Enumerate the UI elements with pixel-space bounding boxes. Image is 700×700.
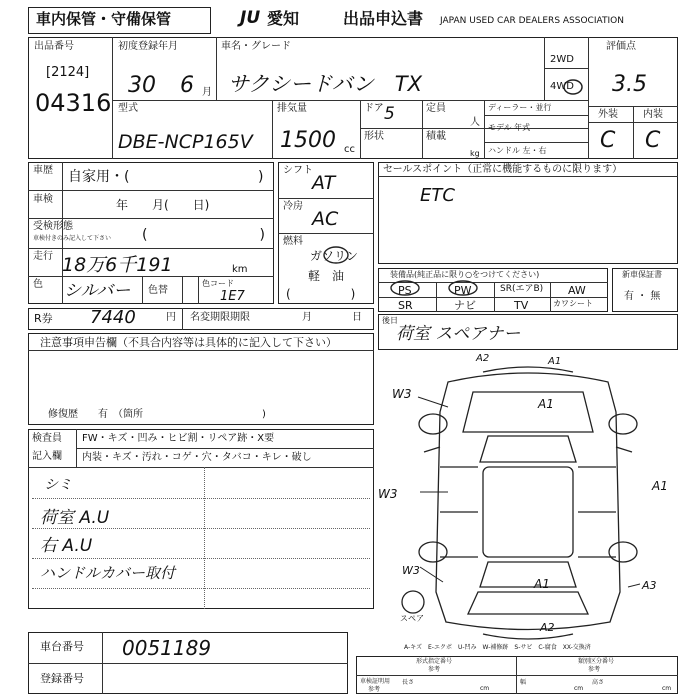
displacement-value: 1500 — [280, 128, 336, 153]
receive-parens: ( ) — [142, 227, 265, 243]
sales-point-block — [378, 162, 678, 264]
color-value: シルバー — [64, 281, 131, 301]
type-label: 型式 — [118, 103, 138, 114]
vehicle-cert-ref: 参考 — [368, 686, 381, 693]
shape-label: 形状 — [364, 131, 384, 142]
lot-no-label: 出品番号 — [34, 41, 74, 52]
equip-pw: PW — [454, 284, 472, 297]
history-value: 自家用・( — [68, 169, 130, 185]
length-label: 長さ — [402, 679, 415, 686]
fuel-light: 軽 油 — [308, 269, 345, 283]
mileage-label: 走行 — [33, 251, 53, 262]
receive-label: 受検形態 — [33, 221, 73, 232]
name-change-label: 名変期限期限 — [190, 312, 250, 323]
inspector-label: 検査員 — [32, 433, 62, 444]
diagram-w3-side: W3 — [378, 487, 398, 501]
model-year-label: モデル 年式 — [488, 123, 531, 132]
recycle-value: 7440 — [90, 307, 136, 328]
equip-navi: ナビ — [454, 299, 476, 312]
exterior-label: 外装 — [598, 109, 618, 120]
equip-airbag: SR(エアB) — [500, 284, 544, 294]
equipment-label: 装備品(純正品に限り○をつけてください) — [390, 270, 540, 279]
diagram-a3: A3 — [642, 579, 657, 592]
interior-label: 内装 — [643, 109, 663, 120]
history-label: 車歴 — [33, 165, 53, 176]
diagram-a2-top: A2 — [476, 353, 490, 364]
width-label: 幅 — [520, 679, 527, 686]
ju-logo: JU — [240, 8, 261, 28]
rear-value: 荷室 スペアナー — [396, 324, 521, 344]
car-damage-diagram — [378, 352, 678, 652]
cc-unit: cc — [344, 144, 355, 155]
region-title: 愛知 — [267, 9, 300, 28]
load-label: 積載 — [426, 131, 446, 142]
equip-tv: TV — [514, 299, 529, 312]
mileage-value: 18万6千191 — [62, 254, 173, 276]
class-no-ref: 参考 — [588, 666, 601, 673]
person-unit: 人 — [470, 117, 480, 128]
warranty-label: 新車保証書 — [622, 270, 662, 279]
month-unit: 月 — [202, 87, 212, 98]
recycle-label: R券 — [34, 312, 53, 325]
fuel-parens: ( ) — [286, 287, 356, 301]
interior-defects: 内装・キズ・汚れ・コゲ・穴・タバコ・キレ・破し — [82, 452, 312, 463]
model-name: サクシードバン TX — [228, 72, 422, 96]
shift-value: AT — [312, 172, 336, 194]
exterior-grade: C — [600, 128, 616, 153]
note-line-4: ハンドルカバー取付 — [40, 564, 176, 582]
diagram-a2-bot: A2 — [540, 621, 555, 634]
receive-note: 車検付きのみ記入して下さい — [33, 235, 112, 242]
exterior-defects: FW・キズ・凹み・ヒビ割・リペア跡・X要 — [82, 433, 275, 444]
chassis-label: 車台番号 — [40, 640, 84, 653]
storage-text: 車内保管・守備保管 — [36, 10, 172, 28]
equip-sr: SR — [398, 299, 413, 312]
color-code-label: 色コード — [202, 279, 234, 288]
fuel-gas: ガソリン — [310, 249, 359, 263]
score-label: 評価点 — [606, 41, 636, 52]
chassis-value: 0051189 — [122, 636, 212, 660]
form-cert-ref: 参考 — [428, 666, 441, 673]
note-line-2: 荷室 A.U — [40, 508, 110, 528]
sales-point-label: セールスポイント（正常に機能するものに限ります） — [383, 164, 623, 175]
form-cert-label: 形式指定番号 — [416, 658, 453, 665]
yen-unit: 円 — [166, 312, 176, 323]
equip-ps-circle — [388, 279, 422, 297]
warranty-options: 有 ・ 無 — [624, 291, 661, 302]
km-unit: km — [232, 264, 248, 275]
height-label: 高さ — [592, 679, 605, 686]
history-close: ) — [258, 169, 264, 185]
fuel-label: 燃料 — [283, 236, 303, 247]
dealer-label: ディーラー・並行 — [488, 103, 552, 112]
length-cm: cm — [480, 685, 490, 692]
type-code: DBE-NCP165V — [118, 131, 253, 153]
note-line-1: シミ — [44, 477, 72, 493]
form-title: 出品申込書 — [343, 9, 424, 28]
name-change-month: 月 — [302, 312, 312, 323]
shaken-date: 年 月( 日) — [116, 198, 210, 212]
lot-number: 04316 — [35, 89, 112, 117]
class-no-label: 類別区分番号 — [578, 658, 615, 665]
color-code-value: 1E7 — [220, 289, 245, 304]
model-grade-label: 車名・グレード — [221, 41, 291, 52]
repair-close: ) — [262, 409, 266, 420]
shaken-label: 車検 — [33, 194, 53, 205]
aircon-value: AC — [312, 208, 339, 230]
rear-label: 後日 — [382, 316, 398, 325]
aircon-label: 冷房 — [283, 201, 303, 212]
doors-value: 5 — [384, 104, 395, 124]
color-change-label: 色替 — [148, 285, 168, 296]
height-cm: cm — [662, 685, 672, 692]
fuel-circle-mark — [322, 245, 350, 265]
equip-pw-circle — [446, 279, 480, 297]
diagram-a1-top: A1 — [548, 356, 562, 367]
reg-no-label: 登録番号 — [40, 672, 84, 685]
sales-point-value: ETC — [420, 185, 455, 206]
note-line-3: 右 A.U — [40, 536, 93, 556]
shift-label: シフト — [283, 165, 313, 176]
repair-label: 修復歴 有 （箇所 — [48, 409, 143, 420]
handle-label: ハンドル 左・右 — [488, 146, 547, 155]
diagram-w3-left: W3 — [392, 387, 412, 401]
capacity-label: 定員 — [426, 103, 446, 114]
equip-aw: AW — [568, 284, 586, 297]
interior-grade: C — [645, 128, 661, 153]
width-cm: cm — [574, 685, 584, 692]
diagram-a1-roof: A1 — [538, 397, 554, 411]
vehicle-cert-label: 車検証明用 — [360, 678, 391, 685]
name-change-day: 日 — [352, 312, 362, 323]
spare-label: スペア — [400, 614, 424, 623]
doors-label: ドア — [364, 103, 384, 114]
association-name: JAPAN USED CAR DEALERS ASSOCIATION — [440, 16, 624, 26]
damage-legend: A-キズ E-エクボ U-凹み W-補修跡 S-サビ C-腐食 XX-交換済 — [404, 644, 591, 651]
reg-month: 6 — [180, 73, 194, 98]
displacement-label: 排気量 — [277, 103, 307, 114]
first-reg-label: 初度登録年月 — [118, 41, 178, 52]
drive-2wd: 2WD — [550, 54, 574, 65]
color-label: 色 — [33, 279, 43, 290]
diagram-w3-low: W3 — [402, 564, 420, 577]
lot-code: [2124] — [46, 65, 90, 80]
reg-year: 30 — [128, 73, 156, 98]
equip-seat: カワシート — [553, 299, 593, 308]
notes-label: 注意事項申告欄（不具合内容等は具体的に記入して下さい） — [40, 336, 337, 349]
diagram-a1-right: A1 — [652, 479, 668, 493]
diagram-a1-low: A1 — [534, 577, 550, 591]
equip-ps: PS — [398, 284, 412, 297]
kg-unit: kg — [470, 149, 480, 158]
4wd-circle-mark — [562, 78, 584, 96]
entry-label: 記入欄 — [32, 451, 62, 462]
score-value: 3.5 — [612, 72, 647, 97]
drive-4wd: 4WD — [550, 81, 574, 92]
